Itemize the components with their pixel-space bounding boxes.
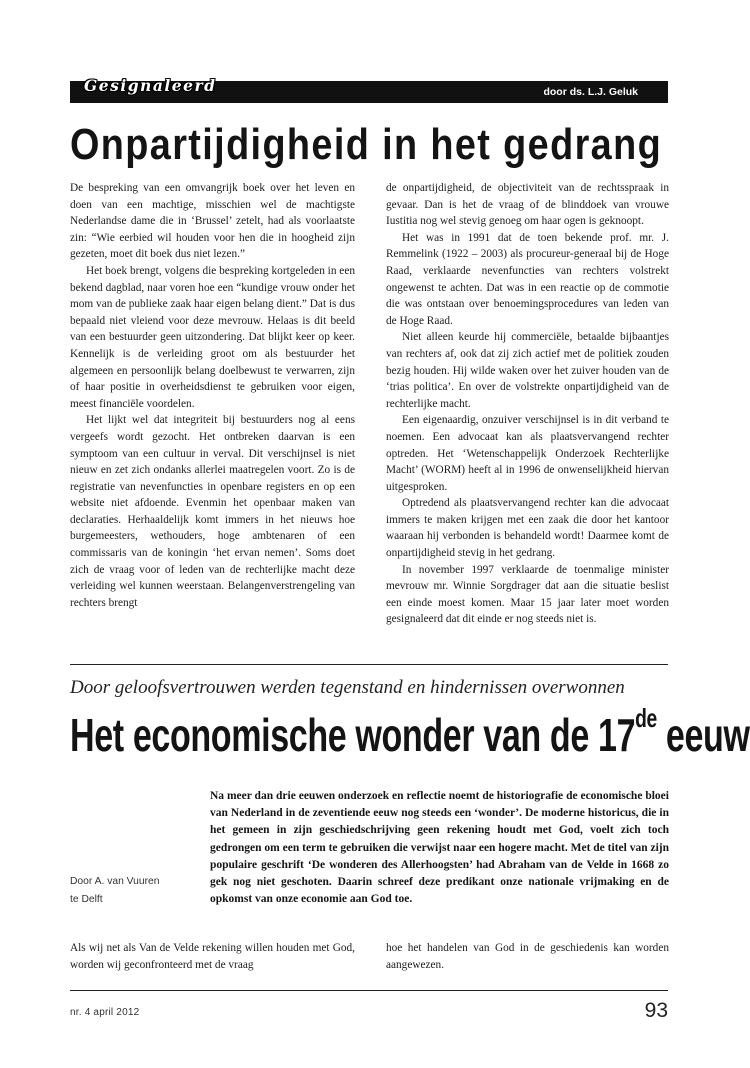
title-superscript: de	[635, 703, 657, 733]
author-location: te Delft	[70, 894, 103, 905]
article-subtitle: Door geloofsvertrouwen werden tegenstand en hindernissen overwonnen	[70, 677, 625, 698]
footer-divider	[70, 990, 668, 991]
issue-info: nr. 4 april 2012	[70, 1007, 140, 1018]
paragraph: Het boek brengt, volgens die bespreking kortgeleden in een bekend dagblad, naar voren hoe een “kundige vrouw onder het mom van de publieke zaak haar eigen belang dient.” Dat is dus bepaald niet vleiend voor deze mevrouw. Helaas is dit beeld van een bestuurder geen uitzondering. Dat blijkt keer op keer. Kennelijk is de verleiding groot om als bestuurder het algemeen en persoonlijk belang doelbewust te verwarren, zijn of haar positie in overheidsdienst te gebruiken voor eigen, meest financiële voordelen.	[70, 264, 355, 410]
paragraph: Niet alleen keurde hij commerciële, betaalde bijbaantjes van rechters af, ook dat zij zich actief met de politiek zouden bezig houden. Hij wilde waken over het zuiver houden van de ‘trias politica’. En over de volstrekte onpartijdigheid van de rechterlijke macht.	[386, 331, 669, 410]
article2-column-left: Als wij net als Van de Velde rekening willen houden met God, worden wij geconfronteerd met de vraag	[70, 942, 355, 971]
article-byline: door ds. L.J. Geluk	[543, 86, 638, 98]
paragraph: de onpartijdigheid, de objectiviteit van de rechtsspraak in gevaar. Dan is het de vraag of de blinddoek van vrouwe Iustitia nog wel stevig genoeg om haar ogen is geknoopt.	[386, 182, 669, 228]
article-column-left	[70, 180, 355, 611]
title-end: eeuw	[656, 709, 750, 761]
article-title-2	[70, 704, 750, 766]
article-title: Onpartijdigheid in het gedrang	[70, 120, 663, 169]
article-intro: Na meer dan drie eeuwen onderzoek en reflectie noemt de historiografie de economische bloei van Nederland in de zeventiende eeuw nog steeds een ‘wonder’. De moderne historicus, die in het gemeen in zijn geschiedschrijving geen rekening houdt met God, voelt zich toch gedrongen om een term te gebruiken die verwijst naar een hogere macht. Met de titel van zijn populaire geschrift ‘De wonderen des Allerhoogsten’ had Abraham van de Velde in 1668 zo gek nog niet geschoten. Daarin schreef deze predikant onze nationale vrijmaking en de opkomst van onze economie aan God toe.	[210, 790, 669, 906]
paragraph: Het was in 1991 dat de toen bekende prof. mr. J. Remmelink (1922 – 2003) als procureur-generaal bij de Hoge Raad, verklaarde nevenfuncties van rechters volstrekt ongewenst te achten. Dat was in een reactie op de commotie die was ontstaan over benoemingsprocedures van leden van de Hoge Raad.	[386, 231, 669, 327]
paragraph: Een eigenaardig, onzuiver verschijnsel is in dit verband te noemen. Een advocaat kan als plaatsvervangend rechter optreden. Het ‘Wetenschappelijk Onderzoek Rechterlijke Macht’ (WORM) heeft al in 1996 de onwenselijkheid hiervan uitgesproken.	[386, 414, 669, 493]
section-divider	[70, 664, 668, 665]
paragraph: Het lijkt wel dat integriteit bij bestuurders nog al eens vergeefs wordt gezocht. Het ontbreken daarvan is een symptoom van een cultuur in verval. Dit verschijnsel is niet nieuw en zet zich ondanks allerlei maatregelen voort. Zo is de registratie van nevenfuncties in openbare registers en op een website niet afdoende. Evenmin het openbaar maken van declaraties. Herhaaldelijk komt immers in het nieuws hoe burgemeesters, wethouders, hoge ambtenaren of een commissaris van de koningin ‘het ervan nemen’. Soms doet zich de vraag voor of leden van de rechterlijke macht deze verleiding wel kunnen weerstaan. Belangenverstrengeling van rechters brengt	[70, 414, 355, 609]
article2-column-right: hoe het handelen van God in de geschiedenis kan worden aangewezen.	[386, 942, 669, 971]
paragraph: In november 1997 verklaarde de toenmalige minister mevrouw mr. Winnie Sorgdrager dat aan die situatie beslist een einde moest komen. Maar 15 jaar later moet worden gesignaleerd dat dit einde er nog steeds niet is.	[386, 563, 669, 626]
rubric-label: Gesignaleerd	[84, 76, 217, 95]
paragraph: Optredend als plaatsvervangend rechter kan die advocaat immers te maken krijgen met een zaak die door het kantoor waaraan hij verbonden is behandeld wordt! Daarmee komt de onpartijdigheid stevig in het gedrang.	[386, 497, 669, 560]
article-author	[70, 873, 200, 909]
article-column-right	[386, 180, 669, 628]
page-number: 93	[644, 999, 668, 1022]
title-main: Het economische wonder van de 17	[70, 709, 636, 761]
paragraph: De bespreking van een omvangrijk boek over het leven en doen van een machtige, misschien wel de machtigste Nederlandse dame die in ‘Brussel’ zetelt, had als voorlaatste zin: “Wie eerbied wil houden voor hen die in hoogheid zijn gezeten, moet dit boek dus niet lezen.”	[70, 182, 355, 261]
author-line: Door A. van Vuuren	[70, 876, 160, 887]
